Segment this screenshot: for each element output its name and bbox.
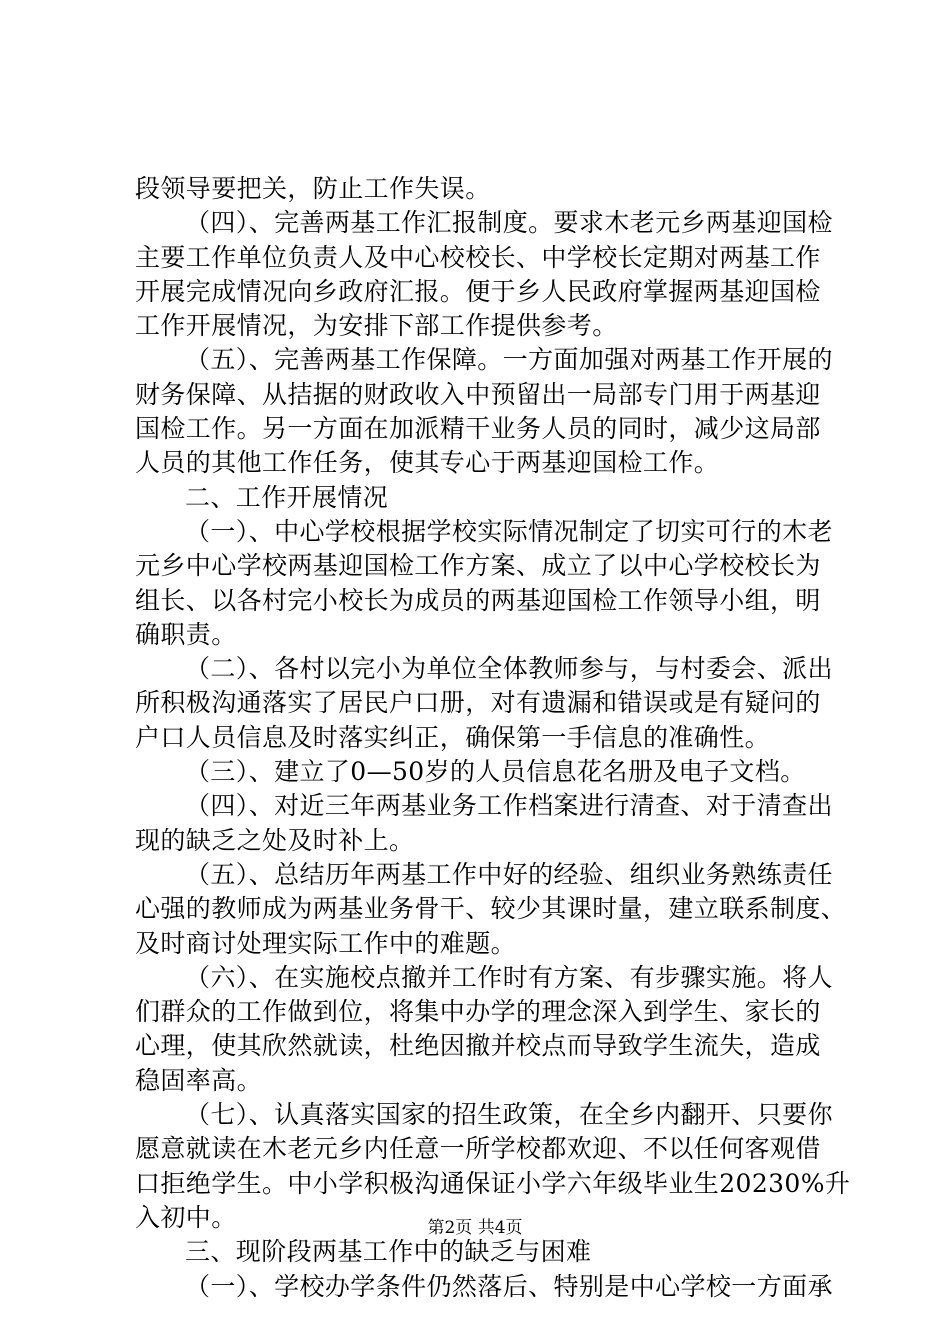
text-line: 工作开展情况，为安排下部工作提供参考。	[135, 311, 618, 341]
text-line: 户口人员信息及时落实纠正，确保第一手信息的准确性。	[135, 722, 771, 752]
text-line: 三、现阶段两基工作中的缺乏与困难	[185, 1237, 592, 1267]
text-line: （七）、认真落实国家的招生政策，在全乡内翻开、只要你	[185, 1100, 833, 1130]
text-line: 元乡中心学校两基迎国检工作方案、成立了以中心学校校长为	[135, 551, 821, 581]
text-line: （六）、在实施校点撤并工作时有方案、有步骤实施。将人	[185, 962, 833, 992]
text-line: 们群众的工作做到位，将集中办学的理念深入到学生、家长的	[135, 997, 821, 1027]
text-line: 人员的其他工作任务，使其专心于两基迎国检工作。	[135, 448, 720, 478]
text-line: 段领导要把关，防止工作失误。	[135, 174, 491, 203]
text-line: 二、工作开展情况	[185, 482, 389, 512]
text-line: 口拒绝学生。中小学积极沟通保证小学六年级毕业生20230%升	[135, 1168, 851, 1198]
text-line: 确职责。	[135, 619, 237, 649]
text-line: 主要工作单位负责人及中心校校长、中学校长定期对两基工作	[135, 242, 821, 272]
text-line: 心理，使其欣然就读，杜绝因撤并校点而导致学生流失，造成	[135, 1031, 821, 1061]
text-line: 组长、以各村完小校长为成员的两基迎国检工作领导小组，明	[135, 585, 821, 615]
text-line: 现的缺乏之处及时补上。	[135, 825, 415, 855]
text-line: （一）、学校办学条件仍然落后、特别是中心学校一方面承	[185, 1271, 833, 1301]
text-line: 心强的教师成为两基业务骨干、较少其课时量，建立联系制度、	[135, 894, 847, 924]
text-line: （四）、对近三年两基业务工作档案进行清查、对于清查出	[185, 791, 833, 821]
text-line: （二）、各村以完小为单位全体教师参与，与村委会、派出	[185, 654, 833, 684]
text-line: 国检工作。另一方面在加派精干业务人员的同时，减少这局部	[135, 414, 821, 444]
text-line: （四）、完善两基工作汇报制度。要求木老元乡两基迎国检	[185, 208, 833, 238]
text-line: （五）、完善两基工作保障。一方面加强对两基工作开展的	[185, 345, 833, 375]
text-line: 稳固率高。	[135, 1065, 263, 1095]
text-line: 开展完成情况向乡政府汇报。便于乡人民政府掌握两基迎国检	[135, 276, 821, 306]
text-line: 所积极沟通落实了居民户口册，对有遗漏和错误或是有疑问的	[135, 688, 821, 718]
text-line: （一）、中心学校根据学校实际情况制定了切实可行的木老	[185, 516, 833, 546]
text-line: （五）、总结历年两基工作中好的经验、组织业务熟练责任	[185, 859, 833, 889]
text-line: 及时商讨处理实际工作中的难题。	[135, 928, 517, 958]
text-line: 愿意就读在木老元乡内任意一所学校都欢迎、不以任何客观借	[135, 1134, 821, 1164]
document-body	[135, 172, 851, 1304]
text-line: 财务保障、从拮据的财政收入中预留出一局部专门用于两基迎	[135, 379, 821, 409]
page-footer: 第2页 共4页	[427, 1218, 523, 1238]
text-line: （三）、建立了0—50岁的人员信息花名册及电子文档。	[185, 757, 806, 787]
text-line: 入初中。	[135, 1202, 237, 1232]
